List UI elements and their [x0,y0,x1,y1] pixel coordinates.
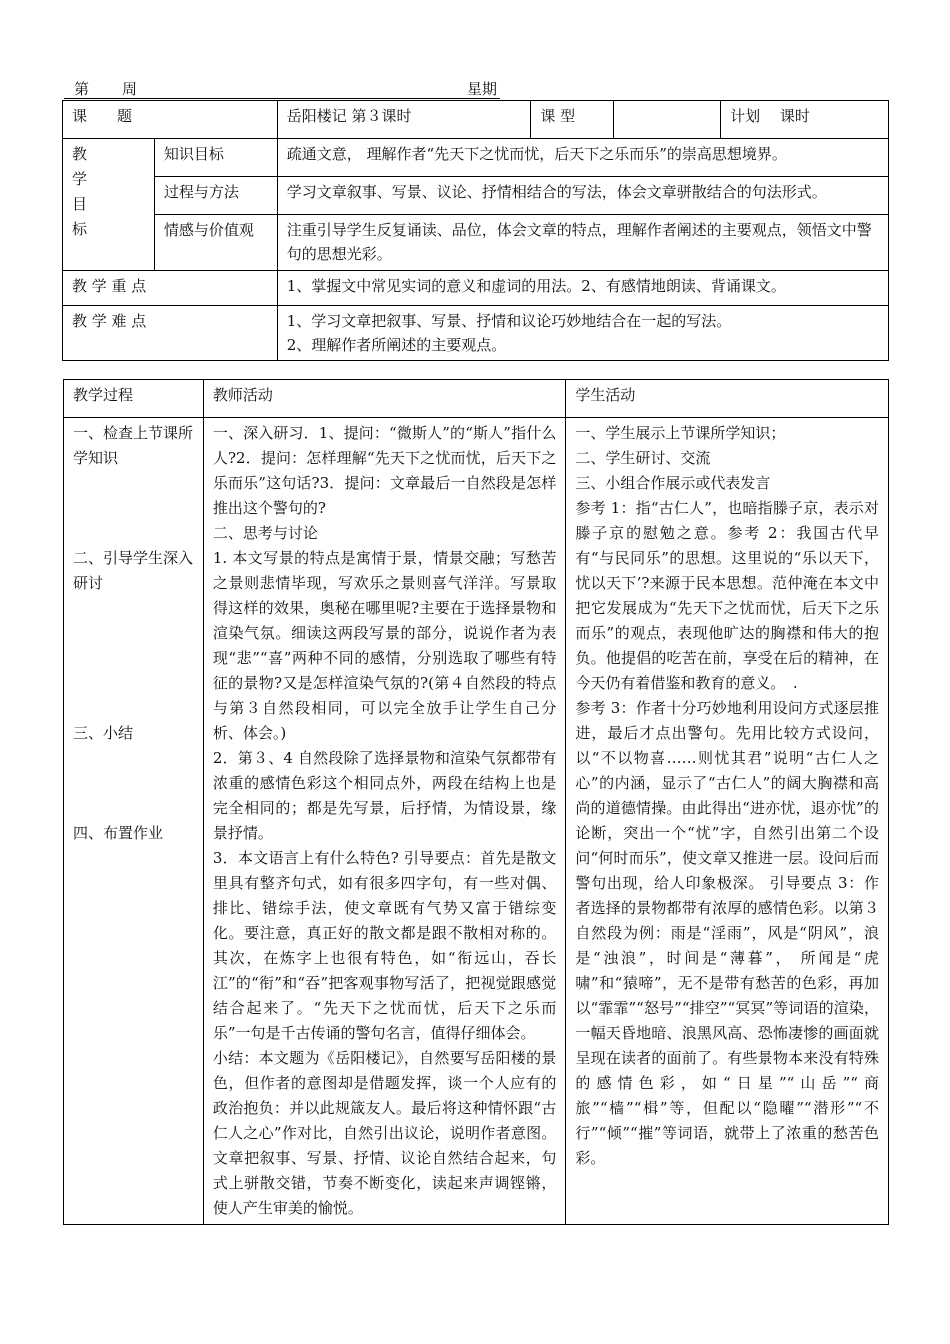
hours-label: 计划 课时 [721,101,889,139]
objectives-label: 教 学 目 标 [63,139,155,271]
step-item: 一、检查上节课所学知识 [73,424,194,467]
teaching-process-table [63,379,889,1225]
topic-row [63,101,889,139]
student-activity: 一、学生展示上节课所学知识； 二、学生研讨、交流 三、小组合作展示或代表发言 参考 1：指“古仁人”，也暗指滕子京，表示对滕子京的慰勉之意。参考 2：我国古代早有“与民同乐”的思想。这里说的“乐以天下，忧以天下’?来源于民本思想。范仲淹在本文中把它发展成为“先天下之忧而忧，后天下之乐而乐”的观点，表现他旷达的胸襟和伟大的抱负。他提倡的吃苦在前，享受在后的精神，在今天仍有着借鉴和教育的意义。 . 参考 3：作者十分巧妙地利用设问方式逐层推进，最后才点出警句。先用比较方式设问，以“不以物喜……则忧其君”说明“古仁人之心”的内涵，显示了“古仁人”的阔大胸襟和高尚的道德情操。由此得出“进亦忧，退亦忧”的论断，突出一个“忧”字，自然引出第二个设问“何时而乐”，使文章又推进一层。设问后而警句出现，给人印象极深。 引导要点 3：作者选择的景物都带有浓厚的感情色彩。以第３自然段为例：雨是“淫雨”，风是“阴风”，浪是“浊浪”，时间是“薄暮”， 所闻是“虎啸”和“猿啼”，无不是带有愁苦的色彩，再加以“霏霏”“怒号”“排空”“冥冥”等词语的渲染，一幅天昏地暗、浪黑风高、恐怖凄惨的画面就呈现在读者的面前了。有些景物本来没有特殊的感情色彩，如“日星”“山岳”“商旅”“樯”“楫”等，但配以“隐曜”“潜形”“不行”“倾”“摧”等词语，就带上了浓重的愁苦色彩。 [566,418,889,1225]
step-item: 四、布置作业 [73,824,164,842]
objective-row [63,139,889,177]
type-label: 课 型 [531,101,614,139]
step-item: 二、引导学生深入研讨 [73,549,194,592]
objective-label: 知识目标 [154,139,277,177]
objective-text: 学习文章叙事、写景、议论、抒情相结合的写法，体会文章骈散结合的句法形式。 [277,177,888,215]
difficulties-text: 1、学习文章把叙事、写景、抒情和议论巧妙地结合在一起的写法。 2、理解作者所阐述的主要观点。 [277,306,888,361]
objective-label: 过程与方法 [154,177,277,215]
lesson-plan-table [62,100,889,361]
objective-text: 注重引导学生反复诵读、品位，体会文章的特点，理解作者阐述的主要观点，领悟文中警句的思想光彩。 [277,215,888,271]
week-unit: 周 [122,80,138,98]
objective-row [63,177,889,215]
weekday-label: 星期 [467,80,498,98]
key-points-row [63,271,889,306]
process-header: 教学过程 [64,380,204,418]
process-body-row [64,418,889,1225]
objective-text: 疏通文意， 理解作者“先天下之忧而忧，后天下之乐而乐”的崇高思想境界。 [277,139,888,177]
student-header: 学生活动 [566,380,889,418]
process-header-row [64,380,889,418]
type-value [614,101,721,139]
teacher-activity: 一、深入研习．1、提问：“微斯人”的“斯人”指什么人?2．提问：怎样理解“先天下之忧而忧，后天下之乐而乐”这句话?3．提问：文章最后一自然段是怎样推出这个警句的? 二、思考与讨论 1. 本文写景的特点是寓情于景，情景交融；写愁苦之景则悲情毕现，写欢乐之景则喜气洋洋。写景取得这样的效果，奥秘在哪里呢?主要在于选择景物和渲染气氛。细读这两段写景的部分，说说作者为表现“悲”“喜”两种不同的感情，分别选取了哪些有特征的景物?又是怎样渲染气氛的?(第４自然段的特点与第３自然段相同，可以完全放手让学生自己分析、体会。) 2．第３、4 自然段除了选择景物和渲染气氛都带有浓重的感情色彩这个相同点外，两段在结构上也是完全相同的；都是先写景，后抒情，为情设景，缘景抒情。 3．本文语言上有什么特色? 引导要点：首先是散文里具有整齐句式，如有很多四字句，有一些对偶、排比、错综手法，使文章既有气势又富于错综变化。要注意，真正好的散文都是跟不散相对称的。其次，在炼字上也很有特色，如“衔远山，吞长江”的“衔”和“吞”把客观事物写活了，把视觉跟感觉结合起来了。“先天下之忧而忧，后天下之乐而乐”一句是千古传诵的警句名言，值得仔细体会。 小结：本文题为《岳阳楼记》，自然要写岳阳楼的景色，但作者的意图却是借题发挥，谈一个人应有的政治抱负：并以此规箴友人。最后将这种情怀跟“古仁人之心”作对比，自然引出议论，说明作者意图。文章把叙事、写景、抒情、议论自然结合起来，句式上骈散交错，节奏不断变化，读起来声调铿锵，使人产生审美的愉悦。 [203,418,566,1225]
difficulties-label: 教 学 难 点 [63,306,278,361]
process-steps [64,418,204,1225]
objective-label: 情感与价值观 [154,215,277,271]
topic-label: 课 题 [63,101,278,139]
objective-row [63,215,889,271]
teacher-header: 教师活动 [203,380,566,418]
difficulties-row [63,306,889,361]
week-label: 第 [74,80,90,98]
topic-value: 岳阳楼记 第３课时 [277,101,531,139]
key-points-text: 1、掌握文中常见实词的意义和虚词的用法。2、有感情地朗读、背诵课文。 [277,271,888,306]
header-line [64,78,500,99]
step-item: 三、小结 [73,724,134,742]
key-points-label: 教 学 重 点 [63,271,278,306]
